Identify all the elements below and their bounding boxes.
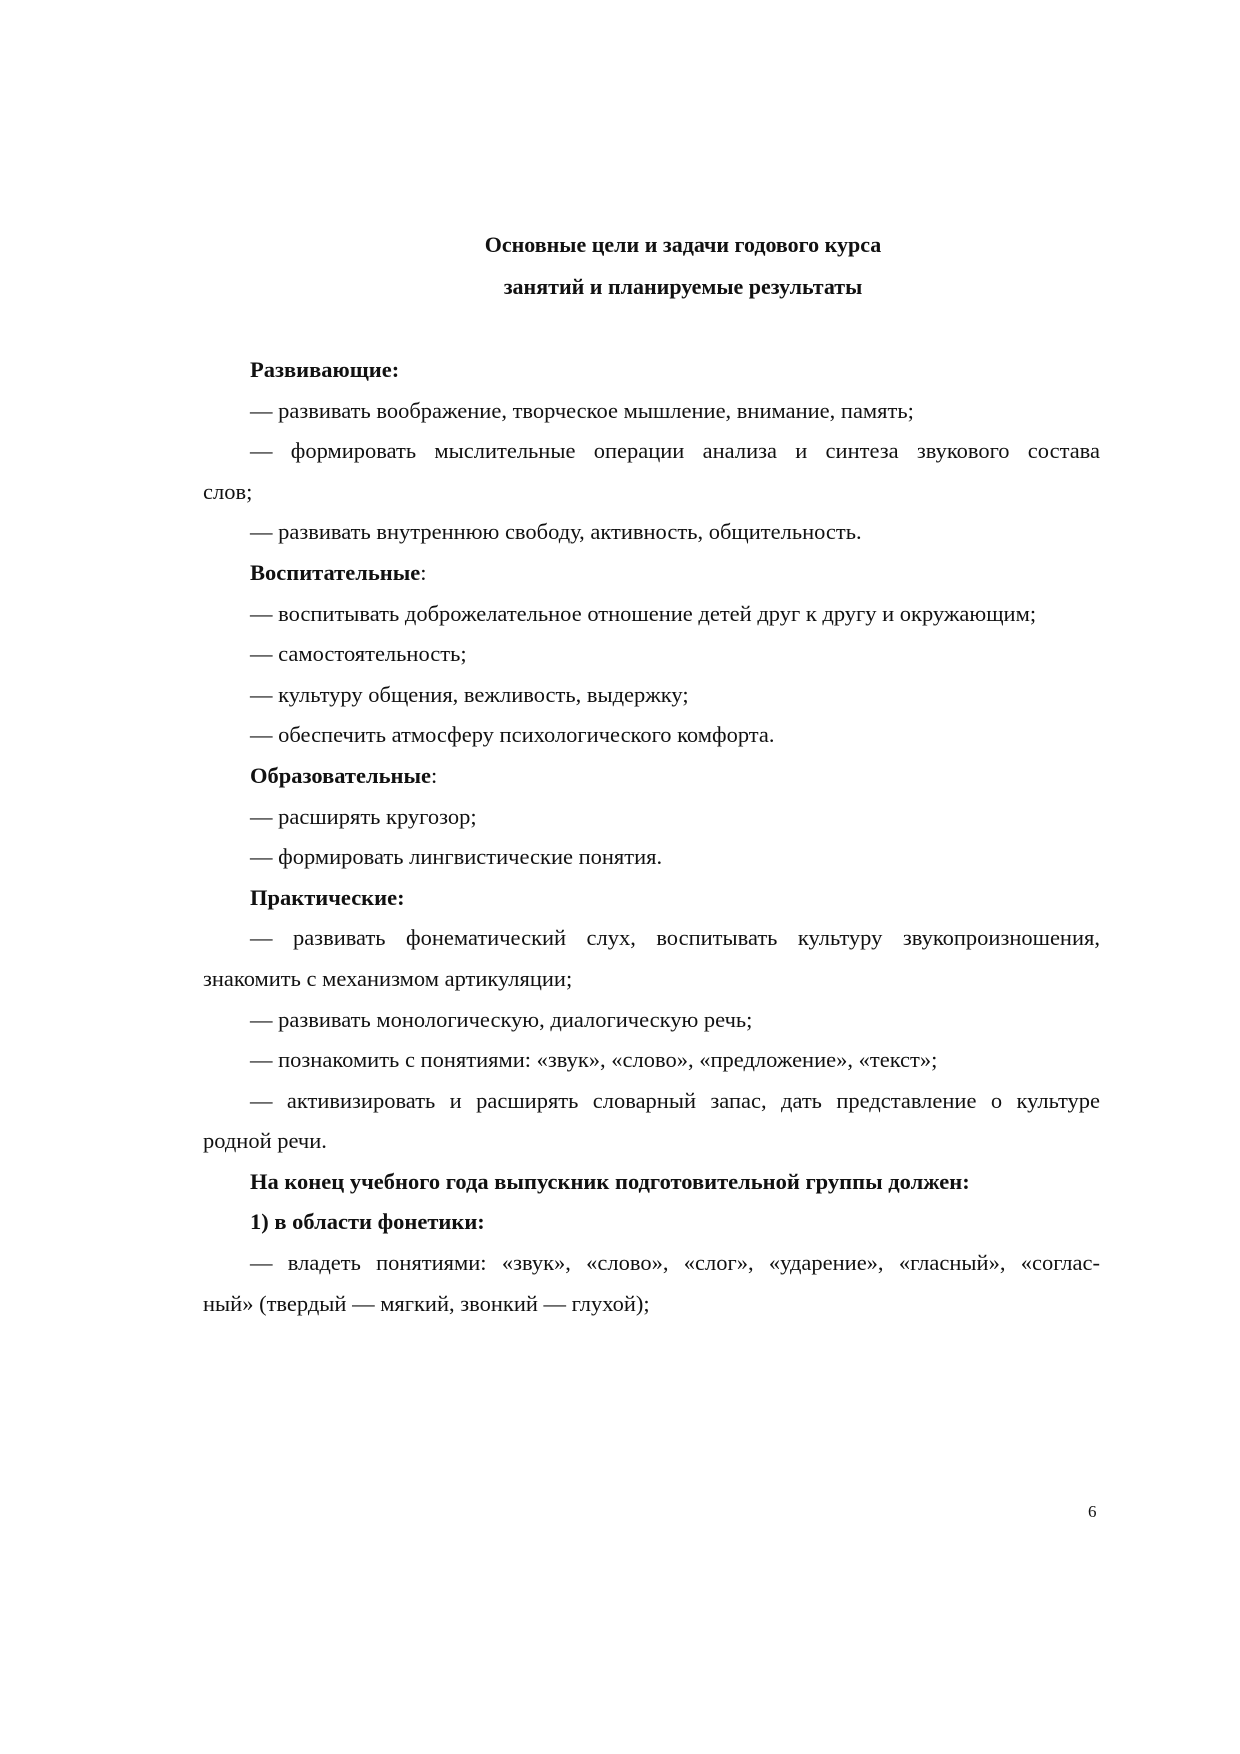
heading-colon: :: [420, 559, 427, 585]
list-item-line: знакомить с механизмом артикуляции;: [203, 965, 573, 991]
list-item: — обеспечить атмосферу психологического комфорта.: [250, 722, 775, 748]
list-item: — развивать монологическую, диалогическую речь;: [250, 1006, 753, 1032]
section-heading-upbringing: [203, 553, 1100, 594]
list-item-line: ный» (твердый — мягкий, звонкий — глухой);: [203, 1290, 650, 1316]
list-item-line: слов;: [203, 478, 253, 504]
list-item-line: — формировать мыслительные операции анализа и синтеза звукового состава: [250, 438, 1100, 464]
list-item-line: родной речи.: [203, 1128, 327, 1154]
list-item: [203, 1243, 1100, 1324]
heading-text: Образовательные: [250, 762, 432, 788]
list-item: — развивать воображение, творческое мышление, внимание, память;: [250, 397, 914, 423]
list-item: — формировать лингвистические понятия.: [250, 844, 663, 870]
list-item-line: — активизировать и расширять словарный запас, дать представление о культуре: [250, 1087, 1100, 1113]
list-item: — развивать внутреннюю свободу, активность, общительность.: [250, 519, 862, 545]
document-body: [203, 350, 1100, 1324]
page-number: 6: [1088, 1502, 1097, 1521]
subheading-phonetics: 1) в области фонетики:: [250, 1209, 485, 1235]
list-item-line: — развивать фонематический слух, воспитывать культуру звукопроизношения,: [250, 925, 1100, 951]
section-heading-practical: Практические:: [250, 884, 405, 910]
list-item: — воспитывать доброжелательное отношение детей друг к другу и окружающим;: [250, 600, 1037, 626]
section-heading-outcome: На конец учебного года выпускник подготовительной группы должен:: [250, 1168, 970, 1194]
section-heading-educational: [203, 756, 1100, 797]
list-item: [203, 918, 1100, 999]
list-item: — расширять кругозор;: [250, 803, 477, 829]
list-item: — самостоятельность;: [250, 641, 467, 667]
list-item: — познакомить с понятиями: «звук», «слово», «предложение», «текст»;: [250, 1047, 938, 1073]
list-item: [203, 431, 1100, 512]
heading-colon: :: [431, 762, 438, 788]
list-item: — культуру общения, вежливость, выдержку;: [250, 681, 689, 707]
list-item-line: — владеть понятиями: «звук», «слово», «слог», «ударение», «гласный», «соглас-: [250, 1250, 1100, 1276]
page-title-line-2: занятий и планируемые результаты: [503, 274, 863, 299]
page-title-line-1: Основные цели и задачи годового курса: [484, 232, 882, 257]
list-item: [203, 1081, 1100, 1162]
heading-text: Воспитательные: [250, 559, 421, 585]
section-heading-developing: Развивающие:: [250, 357, 400, 382]
